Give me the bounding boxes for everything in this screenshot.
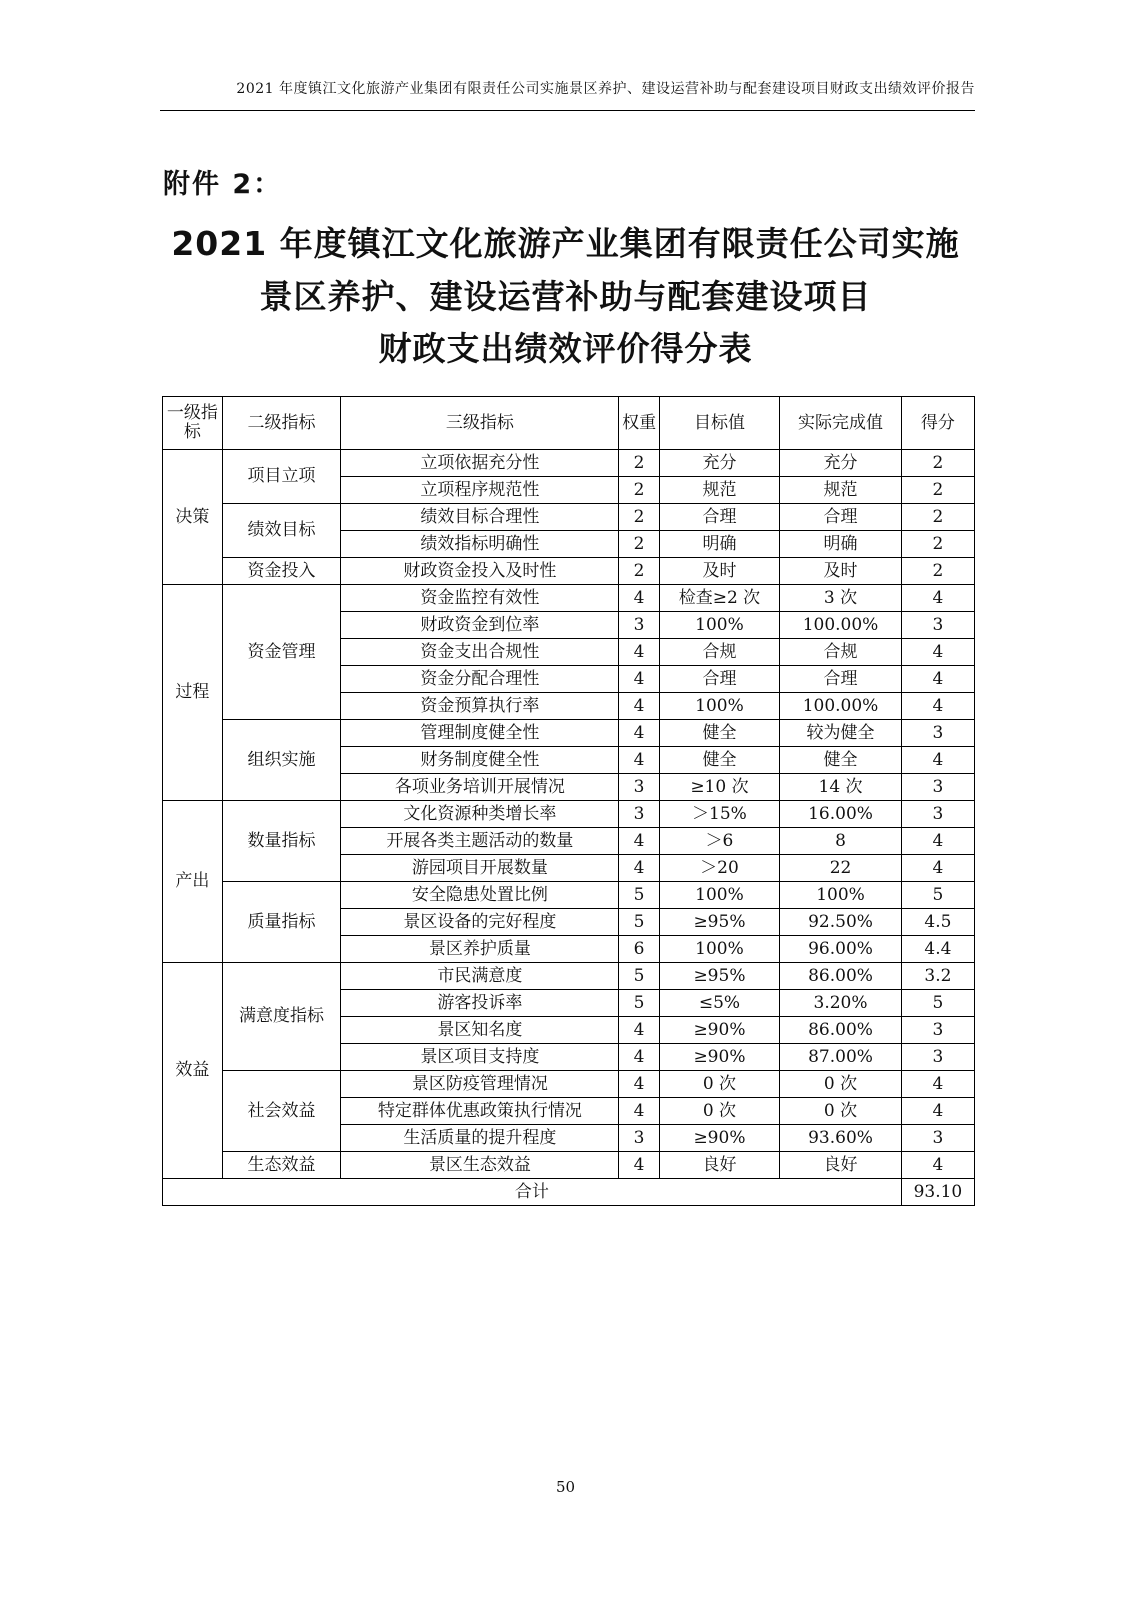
score-cell: 5 bbox=[901, 990, 974, 1017]
weight-cell: 4 bbox=[619, 1044, 659, 1071]
score-cell: 2 bbox=[901, 477, 974, 504]
indicator-cell: 绩效目标合理性 bbox=[341, 504, 619, 531]
actual-cell: 合理 bbox=[780, 666, 902, 693]
table-row bbox=[163, 963, 975, 990]
table-row bbox=[163, 720, 975, 747]
title-line-3: 财政支出绩效评价得分表 bbox=[378, 329, 753, 368]
col-header-level2: 二级指标 bbox=[222, 397, 341, 450]
weight-cell: 5 bbox=[619, 909, 659, 936]
level2-cell: 生态效益 bbox=[222, 1152, 341, 1179]
actual-cell: 充分 bbox=[780, 450, 902, 477]
actual-cell: 0 次 bbox=[780, 1098, 902, 1125]
col-header-level1: 一级指标 bbox=[163, 397, 223, 450]
actual-cell: 及时 bbox=[780, 558, 902, 585]
table-row bbox=[163, 882, 975, 909]
level1-cell: 效益 bbox=[163, 963, 223, 1179]
weight-cell: 4 bbox=[619, 693, 659, 720]
indicator-cell: 绩效指标明确性 bbox=[341, 531, 619, 558]
title-line-1: 2021 年度镇江文化旅游产业集团有限责任公司实施 bbox=[171, 224, 960, 263]
table-row bbox=[163, 450, 975, 477]
target-cell: 检查≥2 次 bbox=[659, 585, 780, 612]
weight-cell: 4 bbox=[619, 666, 659, 693]
weight-cell: 4 bbox=[619, 855, 659, 882]
target-cell: 0 次 bbox=[659, 1071, 780, 1098]
indicator-cell: 景区项目支持度 bbox=[341, 1044, 619, 1071]
weight-cell: 4 bbox=[619, 639, 659, 666]
target-cell: 合理 bbox=[659, 504, 780, 531]
actual-cell: 3 次 bbox=[780, 585, 902, 612]
page-number: 50 bbox=[555, 1478, 576, 1496]
score-cell: 4 bbox=[901, 828, 974, 855]
score-cell: 4 bbox=[901, 747, 974, 774]
target-cell: 100% bbox=[659, 936, 780, 963]
score-cell: 5 bbox=[901, 882, 974, 909]
target-cell: 充分 bbox=[659, 450, 780, 477]
header-rule bbox=[160, 110, 975, 111]
actual-cell: 合规 bbox=[780, 639, 902, 666]
target-cell: 合规 bbox=[659, 639, 780, 666]
level2-cell: 质量指标 bbox=[222, 882, 341, 963]
weight-cell: 2 bbox=[619, 477, 659, 504]
target-cell: 合理 bbox=[659, 666, 780, 693]
score-cell: 4 bbox=[901, 1098, 974, 1125]
table-row bbox=[163, 558, 975, 585]
col-header-weight: 权重 bbox=[619, 397, 659, 450]
total-label: 合计 bbox=[163, 1179, 902, 1206]
weight-cell: 3 bbox=[619, 612, 659, 639]
actual-cell: 92.50% bbox=[780, 909, 902, 936]
level2-cell: 组织实施 bbox=[222, 720, 341, 801]
indicator-cell: 财政资金投入及时性 bbox=[341, 558, 619, 585]
weight-cell: 4 bbox=[619, 1017, 659, 1044]
indicator-cell: 管理制度健全性 bbox=[341, 720, 619, 747]
col-header-target: 目标值 bbox=[659, 397, 780, 450]
target-cell: 良好 bbox=[659, 1152, 780, 1179]
target-cell: 0 次 bbox=[659, 1098, 780, 1125]
total-score: 93.10 bbox=[901, 1179, 974, 1206]
score-cell: 2 bbox=[901, 558, 974, 585]
indicator-cell: 市民满意度 bbox=[341, 963, 619, 990]
actual-cell: 87.00% bbox=[780, 1044, 902, 1071]
target-cell: 规范 bbox=[659, 477, 780, 504]
score-cell: 3.2 bbox=[901, 963, 974, 990]
indicator-cell: 资金预算执行率 bbox=[341, 693, 619, 720]
level2-cell: 满意度指标 bbox=[222, 963, 341, 1071]
indicator-cell: 资金分配合理性 bbox=[341, 666, 619, 693]
score-cell: 2 bbox=[901, 450, 974, 477]
indicator-cell: 生活质量的提升程度 bbox=[341, 1125, 619, 1152]
score-cell: 3 bbox=[901, 1125, 974, 1152]
weight-cell: 4 bbox=[619, 1098, 659, 1125]
actual-cell: 14 次 bbox=[780, 774, 902, 801]
target-cell: 及时 bbox=[659, 558, 780, 585]
actual-cell: 96.00% bbox=[780, 936, 902, 963]
weight-cell: 5 bbox=[619, 963, 659, 990]
score-cell: 4 bbox=[901, 855, 974, 882]
indicator-cell: 景区养护质量 bbox=[341, 936, 619, 963]
actual-cell: 明确 bbox=[780, 531, 902, 558]
indicator-cell: 景区设备的完好程度 bbox=[341, 909, 619, 936]
actual-cell: 86.00% bbox=[780, 963, 902, 990]
indicator-cell: 资金监控有效性 bbox=[341, 585, 619, 612]
actual-cell: 较为健全 bbox=[780, 720, 902, 747]
col-header-actual: 实际完成值 bbox=[780, 397, 902, 450]
level2-cell: 资金投入 bbox=[222, 558, 341, 585]
actual-cell: 健全 bbox=[780, 747, 902, 774]
score-cell: 4 bbox=[901, 693, 974, 720]
table-row bbox=[163, 801, 975, 828]
actual-cell: 22 bbox=[780, 855, 902, 882]
weight-cell: 4 bbox=[619, 585, 659, 612]
actual-cell: 86.00% bbox=[780, 1017, 902, 1044]
level1-cell: 产出 bbox=[163, 801, 223, 963]
attachment-label: 附件 2： bbox=[163, 169, 283, 200]
running-header: 2021 年度镇江文化旅游产业集团有限责任公司实施景区养护、建设运营补助与配套建设项目财政支出绩效评价报告 bbox=[236, 81, 975, 97]
weight-cell: 4 bbox=[619, 828, 659, 855]
target-cell: 100% bbox=[659, 612, 780, 639]
col-header-level3: 三级指标 bbox=[341, 397, 619, 450]
weight-cell: 5 bbox=[619, 882, 659, 909]
level2-cell: 项目立项 bbox=[222, 450, 341, 504]
score-cell: 4 bbox=[901, 585, 974, 612]
score-cell: 4.5 bbox=[901, 909, 974, 936]
indicator-cell: 财务制度健全性 bbox=[341, 747, 619, 774]
weight-cell: 2 bbox=[619, 450, 659, 477]
weight-cell: 4 bbox=[619, 1071, 659, 1098]
weight-cell: 2 bbox=[619, 504, 659, 531]
target-cell: 100% bbox=[659, 882, 780, 909]
score-cell: 3 bbox=[901, 720, 974, 747]
actual-cell: 良好 bbox=[780, 1152, 902, 1179]
actual-cell: 100.00% bbox=[780, 693, 902, 720]
level2-cell: 数量指标 bbox=[222, 801, 341, 882]
level2-cell: 社会效益 bbox=[222, 1071, 341, 1152]
table-row bbox=[163, 585, 975, 612]
target-cell: 健全 bbox=[659, 720, 780, 747]
score-cell: 4 bbox=[901, 666, 974, 693]
weight-cell: 2 bbox=[619, 558, 659, 585]
target-cell: ＞6 bbox=[659, 828, 780, 855]
actual-cell: 3.20% bbox=[780, 990, 902, 1017]
score-cell: 3 bbox=[901, 1044, 974, 1071]
table-row bbox=[163, 504, 975, 531]
table-row bbox=[163, 1071, 975, 1098]
score-cell: 4 bbox=[901, 639, 974, 666]
target-cell: ＞15% bbox=[659, 801, 780, 828]
indicator-cell: 游园项目开展数量 bbox=[341, 855, 619, 882]
target-cell: 明确 bbox=[659, 531, 780, 558]
actual-cell: 8 bbox=[780, 828, 902, 855]
weight-cell: 3 bbox=[619, 1125, 659, 1152]
target-cell: 100% bbox=[659, 693, 780, 720]
indicator-cell: 开展各类主题活动的数量 bbox=[341, 828, 619, 855]
score-table bbox=[162, 396, 975, 1206]
table-row bbox=[163, 1152, 975, 1179]
indicator-cell: 各项业务培训开展情况 bbox=[341, 774, 619, 801]
weight-cell: 5 bbox=[619, 990, 659, 1017]
weight-cell: 3 bbox=[619, 801, 659, 828]
weight-cell: 4 bbox=[619, 747, 659, 774]
weight-cell: 3 bbox=[619, 774, 659, 801]
level2-cell: 绩效目标 bbox=[222, 504, 341, 558]
score-cell: 2 bbox=[901, 504, 974, 531]
weight-cell: 6 bbox=[619, 936, 659, 963]
indicator-cell: 文化资源种类增长率 bbox=[341, 801, 619, 828]
total-row bbox=[163, 1179, 975, 1206]
actual-cell: 合理 bbox=[780, 504, 902, 531]
col-header-score: 得分 bbox=[901, 397, 974, 450]
score-cell: 3 bbox=[901, 774, 974, 801]
indicator-cell: 游客投诉率 bbox=[341, 990, 619, 1017]
target-cell: ＞20 bbox=[659, 855, 780, 882]
title-line-2: 景区养护、建设运营补助与配套建设项目 bbox=[259, 277, 872, 316]
score-cell: 4 bbox=[901, 1071, 974, 1098]
score-cell: 3 bbox=[901, 801, 974, 828]
target-cell: ≤5% bbox=[659, 990, 780, 1017]
indicator-cell: 特定群体优惠政策执行情况 bbox=[341, 1098, 619, 1125]
score-cell: 2 bbox=[901, 531, 974, 558]
indicator-cell: 立项依据充分性 bbox=[341, 450, 619, 477]
target-cell: 健全 bbox=[659, 747, 780, 774]
score-cell: 4.4 bbox=[901, 936, 974, 963]
weight-cell: 2 bbox=[619, 531, 659, 558]
actual-cell: 0 次 bbox=[780, 1071, 902, 1098]
table-header-row bbox=[163, 397, 975, 450]
score-cell: 4 bbox=[901, 1152, 974, 1179]
target-cell: ≥90% bbox=[659, 1125, 780, 1152]
target-cell: ≥10 次 bbox=[659, 774, 780, 801]
level1-cell: 过程 bbox=[163, 585, 223, 801]
actual-cell: 100.00% bbox=[780, 612, 902, 639]
score-cell: 3 bbox=[901, 612, 974, 639]
actual-cell: 16.00% bbox=[780, 801, 902, 828]
indicator-cell: 景区知名度 bbox=[341, 1017, 619, 1044]
level1-cell: 决策 bbox=[163, 450, 223, 585]
indicator-cell: 安全隐患处置比例 bbox=[341, 882, 619, 909]
indicator-cell: 立项程序规范性 bbox=[341, 477, 619, 504]
actual-cell: 100% bbox=[780, 882, 902, 909]
target-cell: ≥90% bbox=[659, 1017, 780, 1044]
indicator-cell: 财政资金到位率 bbox=[341, 612, 619, 639]
weight-cell: 4 bbox=[619, 720, 659, 747]
target-cell: ≥95% bbox=[659, 963, 780, 990]
actual-cell: 93.60% bbox=[780, 1125, 902, 1152]
target-cell: ≥90% bbox=[659, 1044, 780, 1071]
table-body bbox=[163, 450, 975, 1179]
indicator-cell: 资金支出合规性 bbox=[341, 639, 619, 666]
target-cell: ≥95% bbox=[659, 909, 780, 936]
actual-cell: 规范 bbox=[780, 477, 902, 504]
score-cell: 3 bbox=[901, 1017, 974, 1044]
indicator-cell: 景区防疫管理情况 bbox=[341, 1071, 619, 1098]
weight-cell: 4 bbox=[619, 1152, 659, 1179]
level2-cell: 资金管理 bbox=[222, 585, 341, 720]
indicator-cell: 景区生态效益 bbox=[341, 1152, 619, 1179]
